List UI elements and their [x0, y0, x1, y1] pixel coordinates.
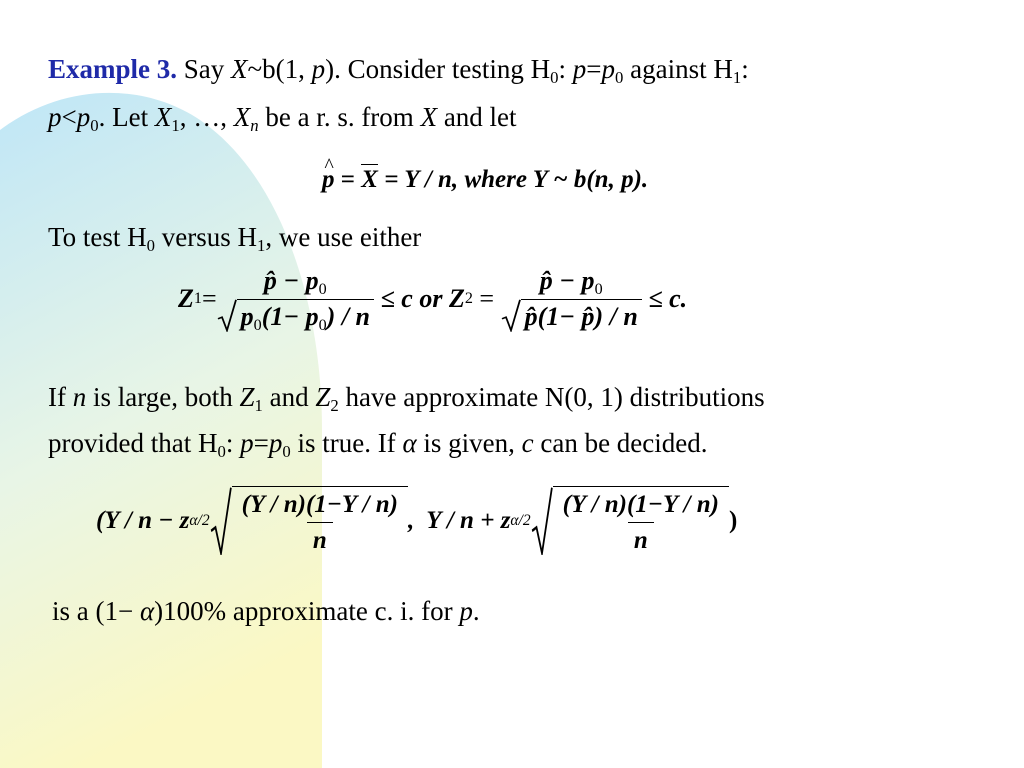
text: ) [728, 506, 738, 534]
text: ≤ c. [641, 284, 688, 313]
text: . [472, 596, 480, 626]
paragraph-line-5 [48, 428, 708, 462]
text: be a r. s. from [258, 102, 421, 132]
text: : [741, 54, 749, 84]
subscript: 0 [282, 442, 291, 462]
var-n: n [72, 382, 87, 412]
text: If [48, 382, 73, 412]
text: = Y / n, [377, 166, 465, 193]
var-p: p [240, 428, 254, 458]
text: can be decided. [533, 428, 708, 458]
text: : [558, 54, 573, 84]
text: = [201, 284, 217, 313]
text: = [253, 428, 269, 458]
sqrt-right [531, 486, 729, 555]
subscript: 1 [171, 116, 180, 136]
var-alpha: α [139, 596, 155, 626]
text: : [225, 428, 241, 458]
text: n [307, 522, 333, 555]
text: ~b [247, 54, 276, 84]
subscript: 0 [318, 316, 327, 334]
var-p: p [459, 596, 473, 626]
text: is true. If [290, 428, 403, 458]
text: is a (1− [52, 596, 140, 626]
text: have approximate N(0, 1) distributions [338, 382, 765, 412]
equation-confidence-interval: (Y / n − z α/2 $\frac{(Y / n)(1-Y / n)}{n}$ , Y / n + z α/2 $\frac{(Y / n)(1-Y / n)}{n}$ ) [96, 486, 737, 555]
equation-z-statistics: Z 1 = p̂ − $p_0$ $p_0(1- p_0) / n$ ≤ c or Z 2 = p̂ − $p_0$ p̂(1− p̂) / n ≤ c. [178, 266, 688, 334]
text: (1− p [261, 302, 319, 331]
subscript: n [250, 116, 259, 136]
text: , Y / n + z [407, 506, 511, 534]
text: , we use either [265, 222, 422, 252]
text: (1, [275, 54, 312, 84]
subscript: 1 [256, 236, 266, 256]
subscript: 2 [330, 396, 339, 416]
text: (Y / n − z [96, 506, 190, 534]
var-z2: Z [448, 284, 465, 313]
subscript: 1 [254, 396, 263, 416]
text: versus H [154, 222, 257, 252]
paragraph-line-3 [48, 222, 422, 256]
text: p̂(1− p̂) / n [524, 302, 638, 331]
text: Say [177, 54, 232, 84]
text: ≤ c or [374, 284, 449, 313]
text: = [334, 166, 362, 193]
var-p0: p [76, 102, 91, 132]
var-p: p [572, 54, 587, 84]
paragraph-line-4 [48, 382, 765, 416]
text: and let [437, 102, 517, 132]
text: and [262, 382, 316, 412]
sqrt-icon [501, 299, 521, 332]
text: To test H [48, 222, 147, 252]
var-z2: Z [315, 382, 331, 412]
var-alpha: α [402, 428, 417, 458]
text: (Y / n)(1−Y / n) [241, 491, 398, 518]
subscript: 0 [318, 280, 327, 298]
text: where Y [464, 166, 548, 193]
subscript: 0 [217, 442, 226, 462]
var-z1: Z [178, 284, 194, 313]
var-xbar: X [361, 166, 378, 193]
var-phat: ^ p [322, 166, 335, 194]
paragraph-line-2 [48, 102, 517, 136]
subscript: 0 [614, 68, 624, 88]
sqrt-z2 [501, 299, 642, 332]
var-c: c [521, 428, 534, 458]
text: ~ b(n, p). [547, 166, 649, 193]
subscript: 1 [732, 68, 742, 88]
text: = [586, 54, 602, 84]
sqrt-icon [531, 486, 553, 555]
sqrt-icon [210, 486, 232, 555]
subscript: 0 [90, 116, 99, 136]
text: ) / n [326, 302, 371, 331]
text: )100% approximate c. i. for [154, 596, 460, 626]
paragraph-line-6 [52, 598, 480, 625]
text: ). Consider testing H [325, 54, 551, 84]
text: . Let [98, 102, 155, 132]
fraction-z1 [217, 266, 374, 332]
text: = [472, 284, 501, 313]
var-xn: X [233, 102, 251, 132]
sqrt-icon [217, 299, 237, 332]
paragraph-line-1 [48, 54, 749, 88]
subscript: 0 [253, 316, 262, 334]
text: p̂ − p [539, 266, 595, 295]
var-x: X [231, 54, 248, 84]
var-p: p [311, 54, 326, 84]
text: provided that H [48, 428, 218, 458]
var-p0: p [268, 428, 283, 458]
var-x: X [420, 102, 438, 132]
var-p0: p [601, 54, 615, 84]
text: , …, [179, 102, 234, 132]
text: n [628, 522, 654, 555]
subscript: 0 [550, 68, 559, 88]
text: against H [623, 54, 733, 84]
var-z1: Z [239, 382, 255, 412]
text: is given, [416, 428, 522, 458]
subscript: 0 [146, 236, 155, 256]
fraction-z2 [501, 266, 642, 332]
subscript: 0 [594, 280, 603, 298]
text: p [240, 302, 254, 331]
var-x1: X [154, 102, 172, 132]
text: (Y / n)(1−Y / n) [562, 491, 719, 518]
text: is large, both [86, 382, 240, 412]
sqrt-z1 [217, 299, 374, 332]
example-title: Example 3. [48, 54, 178, 84]
text: < [61, 102, 77, 132]
equation-phat [322, 166, 648, 194]
var-p: p [48, 102, 62, 132]
text: p̂ − p [263, 266, 319, 295]
sqrt-left [210, 486, 408, 555]
